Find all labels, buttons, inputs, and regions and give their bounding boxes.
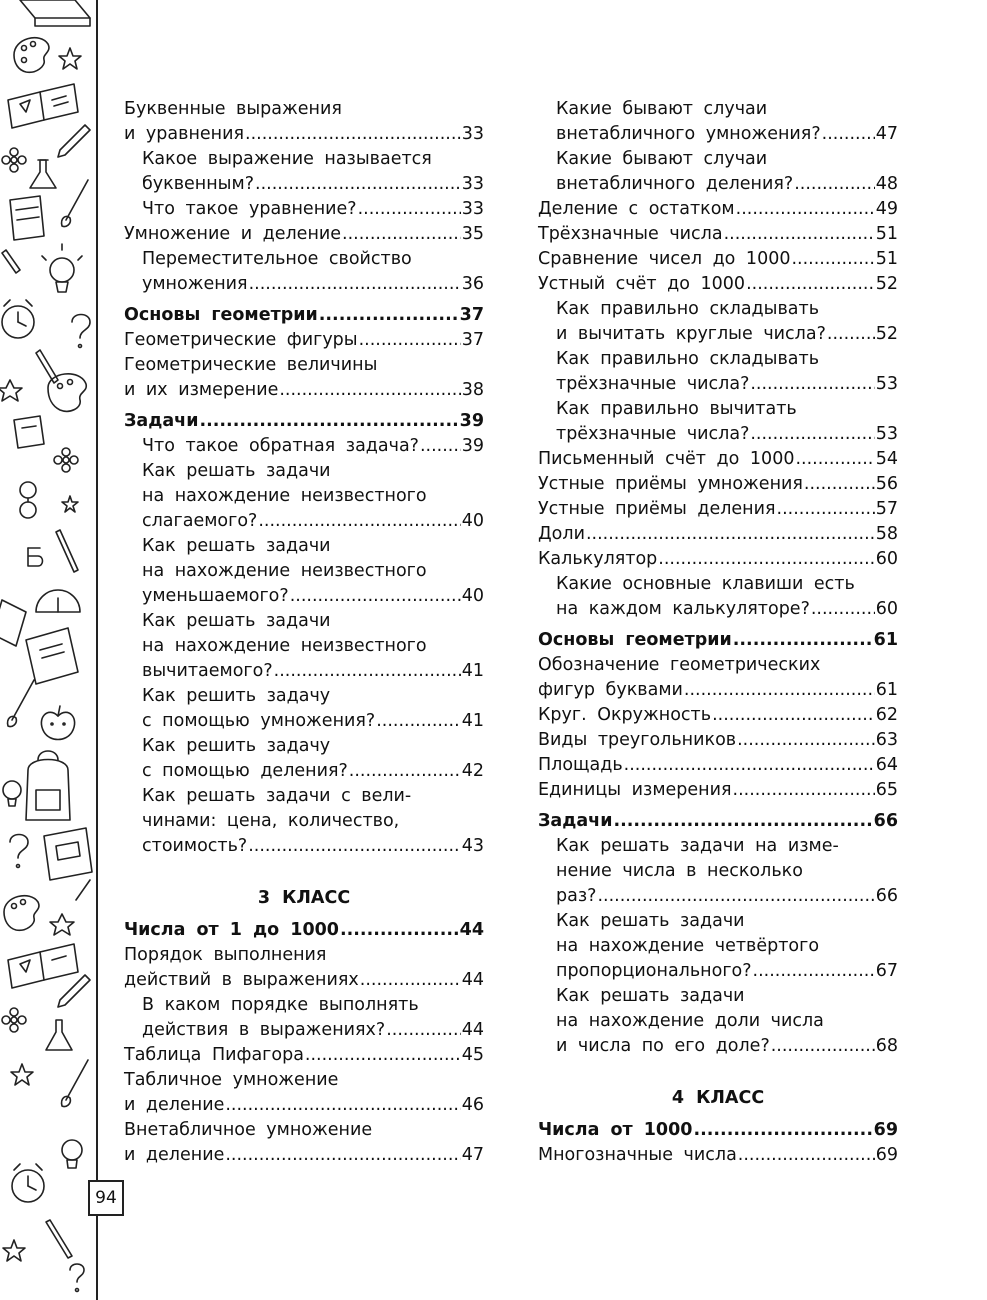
grade-heading: 4 КЛАСС [671, 1088, 765, 1108]
toc-page-number: 56 [875, 474, 898, 494]
alarm-clock-icon [12, 1164, 44, 1202]
toc-entry-title: Буквенные выражения [124, 99, 342, 119]
toc-section-entry [538, 1118, 898, 1143]
toc-entry-title: В каком порядке выполнять [142, 995, 419, 1015]
toc-entry-title: на нахождение неизвестного [142, 486, 427, 506]
toc-entry [124, 534, 484, 609]
dot-leader [753, 959, 875, 984]
toc-page-number: 33 [461, 199, 484, 219]
toc-page-number: 52 [875, 324, 898, 344]
toc-entry-title: Как решать задачи на изме- [556, 836, 839, 856]
toc-entry-title: Умножение и деление [124, 224, 342, 244]
dot-leader [737, 728, 875, 753]
toc-entry-title: Задачи [124, 411, 199, 431]
flask-icon [30, 160, 56, 188]
shooting-star-icon [0, 380, 22, 401]
dot-leader [349, 759, 461, 784]
toc-entry-title: буквенным? [142, 174, 254, 194]
dot-leader [360, 968, 461, 993]
pencil-icon [56, 530, 78, 572]
star-icon [11, 1064, 33, 1085]
toc-entry-title: действия в выражениях? [142, 1020, 386, 1040]
pencil-icon [58, 125, 90, 157]
toc-entry [538, 497, 898, 522]
dot-leader [342, 222, 461, 247]
toc-page-number: 54 [875, 449, 898, 469]
toc-entry-title: с помощью умножения? [142, 711, 376, 731]
toc-entry [124, 609, 484, 684]
brush-icon [62, 180, 88, 227]
toc-entry [124, 734, 484, 784]
toc-page-number: 46 [461, 1095, 484, 1115]
toc-entry-title: Калькулятор [538, 549, 658, 569]
toc-entry-title: на нахождение неизвестного [142, 561, 427, 581]
toc-entry [538, 703, 898, 728]
toc-entry-title: Деление с остатком [538, 199, 735, 219]
toc-right-column [538, 97, 898, 1168]
toc-entry [124, 993, 484, 1043]
open-book-icon [8, 84, 78, 128]
toc-entry-title: Как правильно вычитать [556, 399, 797, 419]
toc-entry-title: Устные приёмы умножения [538, 474, 803, 494]
toc-page-number: 41 [461, 661, 484, 681]
toc-entry-title: Сравнение чисел до 1000 [538, 249, 791, 269]
dot-leader [340, 918, 459, 943]
dot-leader [811, 597, 875, 622]
toc-page-number: 38 [461, 380, 484, 400]
pencil-icon [58, 975, 90, 1007]
dot-leader [245, 122, 461, 147]
toc-entry-title: Письменный счёт до 1000 [538, 449, 795, 469]
toc-page-number: 65 [875, 780, 898, 800]
dot-leader [249, 272, 461, 297]
toc-entry [538, 297, 898, 347]
toc-page-number: 58 [875, 524, 898, 544]
dot-leader [290, 584, 461, 609]
toc-page-number: 48 [875, 174, 898, 194]
toc-page-number: 33 [461, 124, 484, 144]
book-icon [20, 0, 90, 26]
pencil-icon [46, 1220, 72, 1258]
dot-leader [746, 272, 875, 297]
toc-section-entry [124, 303, 484, 328]
toc-entry [124, 222, 484, 247]
letter-b-icon [28, 548, 43, 566]
toc-page-number: 53 [875, 424, 898, 444]
toc-entry [538, 547, 898, 572]
dot-leader [255, 172, 461, 197]
toc-entry-title: Устный счёт до 1000 [538, 274, 746, 294]
dot-leader [822, 122, 875, 147]
open-book-icon [8, 944, 78, 988]
dot-leader [795, 447, 874, 472]
toc-entry-title: Многозначные числа [538, 1145, 737, 1165]
toc-entry [538, 197, 898, 222]
toc-page-number: 40 [461, 586, 484, 606]
toc-entry-title: и их измерение [124, 380, 279, 400]
dot-leader [305, 1043, 461, 1068]
toc-page-number: 66 [875, 886, 898, 906]
book-icon [44, 828, 92, 880]
toc-entry [538, 347, 898, 397]
toc-entry-title: фигур буквами [538, 680, 683, 700]
toc-page-number: 68 [875, 1036, 898, 1056]
toc-entry-title: Единицы измерения [538, 780, 732, 800]
toc-entry [538, 909, 898, 984]
toc-page-number: 44 [459, 920, 484, 940]
dot-leader [794, 172, 875, 197]
question-mark-icon [10, 835, 28, 868]
star-icon [62, 496, 78, 512]
toc-entry-title: Как решать задачи [142, 536, 331, 556]
toc-entry [124, 147, 484, 197]
toc-entry-title: Как решить задачу [142, 686, 331, 706]
toc-page-number: 44 [461, 970, 484, 990]
flower-icon [2, 1008, 26, 1032]
toc-section-entry [124, 409, 484, 434]
toc-entry-title: Как решать задачи [556, 986, 745, 1006]
toc-entry-title: Что такое уравнение? [142, 199, 357, 219]
dot-leader [750, 422, 874, 447]
toc-entry-title: Обозначение геометрических [538, 655, 821, 675]
toc-page-number: 37 [461, 330, 484, 350]
toc-entry-title: на каждом калькуляторе? [556, 599, 810, 619]
toc-entry-title: вычитаемого? [142, 661, 273, 681]
toc-entry-title: чинами: цена, количество, [142, 811, 400, 831]
toc-entry-title: действий в выражениях [124, 970, 359, 990]
toc-entry-title: трёхзначные числа? [556, 374, 750, 394]
toc-page-number: 43 [461, 836, 484, 856]
sticky-note-icon [14, 416, 44, 448]
toc-entry-title: стоимость? [142, 836, 248, 856]
toc-entry [538, 1143, 898, 1168]
toc-page-number: 61 [873, 630, 898, 650]
toc-entry-title: Задачи [538, 811, 613, 831]
toc-page-number: 49 [875, 199, 898, 219]
toc-entry-title: Как решать задачи [556, 911, 745, 931]
dot-leader [279, 378, 460, 403]
dot-leader [771, 1034, 875, 1059]
dot-leader [827, 322, 875, 347]
toc-entry [538, 522, 898, 547]
toc-entry-title: Какие бывают случаи [556, 149, 768, 169]
toc-page-number: 60 [875, 599, 898, 619]
toc-entry-title: Как правильно складывать [556, 349, 820, 369]
dot-leader [684, 678, 875, 703]
toc-entry-title: и деление [124, 1095, 225, 1115]
dot-leader [248, 834, 460, 859]
toc-page-number: 60 [875, 549, 898, 569]
toc-page-number: 62 [875, 705, 898, 725]
toc-entry [538, 447, 898, 472]
palette-icon [48, 374, 86, 411]
toc-entry-title: Как правильно складывать [556, 299, 820, 319]
lightbulb-icon [3, 781, 21, 806]
toc-entry [538, 834, 898, 909]
dot-leader [791, 247, 874, 272]
toc-section-entry [538, 628, 898, 653]
toc-entry-title: и уравнения [124, 124, 244, 144]
toc-entry-title: Геометрические фигуры [124, 330, 358, 350]
toc-entry-title: Числа от 1000 [538, 1120, 693, 1140]
toc-page-number: 51 [875, 249, 898, 269]
toc-entry-title: раз? [556, 886, 597, 906]
toc-entry [538, 984, 898, 1059]
dot-leader [319, 303, 459, 328]
palette-icon [4, 896, 39, 931]
toc-entry [124, 353, 484, 403]
star-icon [59, 48, 81, 69]
toc-page-number: 36 [461, 274, 484, 294]
toc-entry [538, 147, 898, 197]
toc-left-column [124, 97, 484, 1168]
toc-entry [124, 1043, 484, 1068]
toc-entry [124, 434, 484, 459]
notebook-icon [10, 196, 44, 240]
toc-page-number: 40 [461, 511, 484, 531]
toc-entry [538, 272, 898, 297]
toc-page-number: 45 [461, 1045, 484, 1065]
dot-leader [386, 1018, 461, 1043]
lightbulb-icon [42, 244, 82, 292]
question-mark-icon [70, 1264, 84, 1292]
notebook-icon [0, 600, 26, 646]
alarm-clock-icon [2, 300, 34, 338]
star-icon [3, 1240, 25, 1261]
toc-entry-title: Трёхзначные числа [538, 224, 723, 244]
dot-leader [624, 753, 875, 778]
toc-entry-title: трёхзначные числа? [556, 424, 750, 444]
toc-page-number: 39 [461, 436, 484, 456]
toc-entry [538, 397, 898, 447]
toc-entry [538, 753, 898, 778]
toc-entry-title: Какие бывают случаи [556, 99, 768, 119]
flower-icon [54, 448, 78, 472]
toc-page-number: 41 [461, 711, 484, 731]
toc-entry [124, 943, 484, 993]
toc-page-number: 47 [461, 1145, 484, 1165]
toc-entry-title: внетабличного умножения? [556, 124, 821, 144]
dot-leader [586, 522, 875, 547]
toc-entry-title: Какие основные клавиши есть [556, 574, 855, 594]
toc-entry-title: Устные приёмы деления [538, 499, 776, 519]
toc-entry-title: Основы геометрии [538, 630, 732, 650]
dot-leader [693, 1118, 872, 1143]
toc-entry [538, 572, 898, 622]
dot-leader [777, 497, 875, 522]
toc-page-number: 39 [459, 411, 484, 431]
toc-page-number: 61 [875, 680, 898, 700]
toc-entry-title: Табличное умножение [124, 1070, 339, 1090]
question-mark-icon [72, 315, 90, 348]
toc-entry-title: Числа от 1 до 1000 [124, 920, 339, 940]
dot-leader [376, 709, 461, 734]
toc-entry [124, 328, 484, 353]
toc-entry-title: Круг. Окружность [538, 705, 712, 725]
toc-page-number: 44 [461, 1020, 484, 1040]
toc-entry-title: пропорционального? [556, 961, 752, 981]
toc-page-number: 66 [873, 811, 898, 831]
toc-entry [538, 653, 898, 703]
pencil-icon [2, 250, 20, 273]
toc-entry [124, 197, 484, 222]
toc-entry-title: и деление [124, 1145, 225, 1165]
apple-icon [41, 706, 74, 740]
toc-entry [538, 472, 898, 497]
toc-entry [538, 778, 898, 803]
dot-leader [733, 778, 875, 803]
backpack-icon [26, 751, 70, 820]
toc-entry [124, 97, 484, 147]
dot-leader [258, 509, 460, 534]
toc-entry-title: Основы геометрии [124, 305, 318, 325]
brush-icon [8, 680, 34, 727]
toc-entry [538, 97, 898, 147]
toc-entry-title: слагаемого? [142, 511, 258, 531]
toc-entry-title: Виды треугольников [538, 730, 737, 750]
page-number: 94 [88, 1180, 124, 1216]
toc-entry [124, 247, 484, 297]
dot-leader [804, 472, 875, 497]
dot-leader [274, 659, 461, 684]
toc-page-number: 37 [459, 305, 484, 325]
dot-leader [712, 703, 875, 728]
dot-leader [225, 1093, 460, 1118]
dot-leader [658, 547, 874, 572]
toc-entry-title: Что такое обратная задача? [142, 436, 419, 456]
toc-page-number: 52 [875, 274, 898, 294]
toc-page-number: 67 [875, 961, 898, 981]
toc-entry-title: внетабличного деления? [556, 174, 794, 194]
brush-icon [62, 1060, 88, 1107]
toc-entry-title: на нахождение доли числа [556, 1011, 824, 1031]
toc-page-number: 57 [875, 499, 898, 519]
lightbulb-icon [62, 1140, 82, 1168]
toc-page-number: 35 [461, 224, 484, 244]
toc-entry-title: умножения [142, 274, 248, 294]
toc-entry [538, 247, 898, 272]
toc-page-number: 63 [875, 730, 898, 750]
dot-leader [597, 884, 874, 909]
dot-leader [738, 1143, 875, 1168]
toc-entry-title: Переместительное свойство [142, 249, 412, 269]
toc-entry [538, 728, 898, 753]
toc-entry-title: Таблица Пифагора [124, 1045, 304, 1065]
toc-entry-title: Площадь [538, 755, 623, 775]
dot-leader [724, 222, 875, 247]
dot-leader [420, 434, 461, 459]
protractor-icon [36, 590, 80, 612]
toc-entry [538, 222, 898, 247]
glasses-icon [20, 482, 36, 518]
toc-entry [124, 1068, 484, 1118]
toc-entry-title: и числа по его доле? [556, 1036, 770, 1056]
toc-entry-title: Как решать задачи [142, 611, 331, 631]
toc-section-entry [124, 918, 484, 943]
toc-page-number: 51 [875, 224, 898, 244]
toc-page-number: 47 [875, 124, 898, 144]
toc-entry [124, 1118, 484, 1168]
notebook-icon [26, 628, 78, 684]
toc-entry [124, 459, 484, 534]
shooting-star-icon [50, 880, 90, 935]
toc-page-number: 69 [873, 1120, 898, 1140]
toc-entry-title: Как решать задачи с вели- [142, 786, 412, 806]
dot-leader [225, 1143, 460, 1168]
toc-entry-title: Какое выражение называется [142, 149, 432, 169]
toc-entry-title: нение числа в несколько [556, 861, 803, 881]
toc-entry-title: Как решать задачи [142, 461, 331, 481]
toc-entry-title: уменьшаемого? [142, 586, 289, 606]
flask-icon [46, 1020, 72, 1050]
toc-entry [124, 784, 484, 859]
dot-leader [358, 197, 461, 222]
toc-entry-title: Геометрические величины [124, 355, 378, 375]
dot-leader [199, 409, 458, 434]
toc-entry-title: Порядок выполнения [124, 945, 327, 965]
dot-leader [733, 628, 873, 653]
dot-leader [750, 372, 874, 397]
dot-leader [359, 328, 461, 353]
dot-leader [736, 197, 875, 222]
toc-entry-title: на нахождение четвёртого [556, 936, 820, 956]
palette-icon [14, 38, 49, 73]
toc-section-entry [538, 809, 898, 834]
grade-heading: 3 КЛАСС [257, 888, 351, 908]
toc-entry-title: Доли [538, 524, 585, 544]
toc-entry [124, 684, 484, 734]
decorative-doodle-strip [0, 0, 98, 1300]
toc-page-number: 53 [875, 374, 898, 394]
toc-entry-title: и вычитать круглые числа? [556, 324, 826, 344]
toc-page-number: 64 [875, 755, 898, 775]
toc-entry-title: с помощью деления? [142, 761, 348, 781]
toc-entry-title: Как решить задачу [142, 736, 331, 756]
toc-page-number: 42 [461, 761, 484, 781]
flower-icon [2, 148, 26, 172]
toc-entry-title: Внетабличное умножение [124, 1120, 373, 1140]
toc-page-number: 33 [461, 174, 484, 194]
dot-leader [613, 809, 872, 834]
toc-page-number: 69 [875, 1145, 898, 1165]
toc-entry-title: на нахождение неизвестного [142, 636, 427, 656]
